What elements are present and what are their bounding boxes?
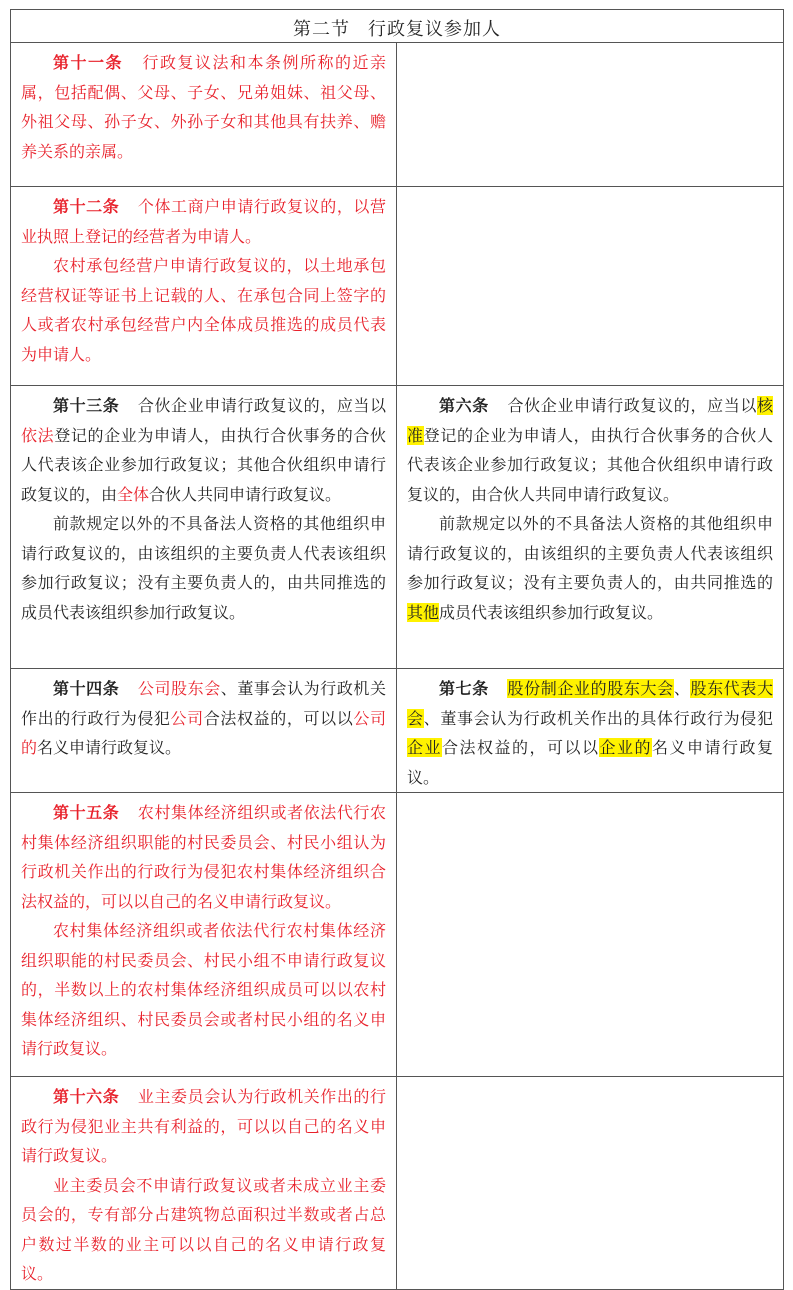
article-paragraph bbox=[21, 192, 386, 251]
old-regulation-cell bbox=[397, 187, 784, 386]
changed-text: 业主委员会不申请行政复议或者未成立业主委员会的，专有部分占建筑物总面积过半数或者占总户数过半数的业主可以以自己的名义申请行政复议。 bbox=[21, 1175, 386, 1283]
highlighted-text: 股东代表大会 bbox=[407, 679, 773, 728]
highlighted-text: 其他 bbox=[407, 602, 440, 622]
article-number: 第六条 bbox=[439, 396, 489, 415]
article-paragraph bbox=[21, 391, 386, 509]
article-number: 第十一条 bbox=[53, 53, 123, 72]
article-paragraph bbox=[21, 48, 386, 166]
new-regulation-cell bbox=[11, 669, 397, 793]
table-row bbox=[11, 43, 784, 187]
article-paragraph bbox=[21, 798, 386, 916]
old-regulation-cell bbox=[397, 669, 784, 793]
article-text: 名义申请行政复议。 bbox=[37, 738, 182, 757]
article-text: 前款规定以外的不具备法人资格的其他组织申请行政复议的，由该组织的主要负责人代表该组织参加行政复议；没有主要负责人的，由共同推选的 bbox=[407, 514, 773, 592]
article-text: 成员代表该组织参加行政复议。 bbox=[439, 602, 664, 622]
article-text: 合伙人共同申请行政复议。 bbox=[149, 484, 342, 504]
highlighted-text: 企业的 bbox=[599, 738, 652, 757]
article-text: 名义申请行政复议。 bbox=[407, 738, 773, 787]
changed-text: 公司的 bbox=[21, 708, 386, 757]
article-text: 登记的企业为申请人，由执行合伙事务的合伙人代表该企业参加行政复议；其他合伙组织申请行政复议的，由 bbox=[21, 425, 386, 504]
new-regulation-cell bbox=[11, 1077, 397, 1290]
table-row bbox=[11, 793, 784, 1077]
article-number: 第十五条 bbox=[53, 803, 120, 822]
article-paragraph bbox=[407, 674, 773, 792]
article-paragraph bbox=[21, 916, 386, 1064]
article-number: 第七条 bbox=[439, 679, 489, 698]
new-regulation-cell bbox=[11, 386, 397, 669]
article-text: 、董事会认为行政机关作出的具体行政行为侵犯 bbox=[423, 708, 773, 728]
table-row bbox=[11, 386, 784, 669]
article-number: 第十三条 bbox=[53, 396, 120, 415]
article-paragraph bbox=[407, 391, 773, 509]
highlighted-text: 股份制企业的股东大会 bbox=[506, 679, 674, 698]
article-number: 第十四条 bbox=[53, 679, 120, 698]
changed-text: 农村集体经济组织或者依法代行农村集体经济组织职能的村民委员会、村民小组认为行政机关作出的行政行为侵犯农村集体经济组织合法权益的，可以以自己的名义申请行政复议。 bbox=[21, 803, 386, 911]
changed-text: 依法 bbox=[21, 425, 55, 445]
article-number: 第十六条 bbox=[53, 1087, 120, 1106]
new-regulation-cell bbox=[11, 187, 397, 386]
highlighted-text: 核准 bbox=[407, 396, 773, 445]
article-paragraph bbox=[21, 1082, 386, 1171]
section-title-text: 行政复议参加人 bbox=[368, 19, 501, 40]
header-row bbox=[11, 10, 784, 43]
old-regulation-cell bbox=[397, 43, 784, 187]
article-text: 合伙企业申请行政复议的，应当以 bbox=[506, 396, 757, 415]
old-regulation-cell bbox=[397, 1077, 784, 1290]
table-row bbox=[11, 669, 784, 793]
section-title-prefix: 第二节 bbox=[293, 19, 350, 40]
table-row bbox=[11, 187, 784, 386]
section-title bbox=[11, 10, 784, 43]
article-text: 、董事会认为行政机关作出的行政行为侵犯 bbox=[21, 679, 386, 728]
changed-text: 全体 bbox=[117, 484, 150, 504]
article-text: 、 bbox=[673, 679, 691, 698]
article-paragraph bbox=[21, 509, 386, 627]
changed-text: 公司股东会 bbox=[137, 679, 221, 698]
article-paragraph bbox=[407, 509, 773, 627]
old-regulation-cell bbox=[397, 793, 784, 1077]
changed-text: 业主委员会认为行政机关作出的行政行为侵犯业主共有利益的，可以以自己的名义申请行政复议。 bbox=[21, 1087, 386, 1165]
article-paragraph bbox=[21, 251, 386, 369]
article-text: 前款规定以外的不具备法人资格的其他组织申请行政复议的，由该组织的主要负责人代表该组织参加行政复议；没有主要负责人的，由共同推选的成员代表该组织参加行政复议。 bbox=[21, 514, 386, 622]
article-text: 合法权益的，可以以 bbox=[442, 738, 600, 757]
highlighted-text: 企业 bbox=[407, 738, 442, 757]
article-paragraph bbox=[21, 1171, 386, 1289]
article-paragraph bbox=[21, 674, 386, 763]
article-text: 登记的企业为申请人，由执行合伙事务的合伙人代表该企业参加行政复议；其他合伙组织申请行政复议的，由合伙人共同申请行政复议。 bbox=[407, 425, 773, 504]
article-number: 第十二条 bbox=[53, 197, 120, 216]
changed-text: 个体工商户申请行政复议的，以营业执照上登记的经营者为申请人。 bbox=[21, 197, 386, 246]
new-regulation-cell bbox=[11, 793, 397, 1077]
changed-text: 行政复议法和本条例所称的近亲属，包括配偶、父母、子女、兄弟姐妹、祖父母、外祖父母、孙子女、外孙子女和其他具有扶养、赡养关系的亲属。 bbox=[21, 53, 386, 161]
changed-text: 农村集体经济组织或者依法代行农村集体经济组织职能的村民委员会、村民小组不申请行政复议的，半数以上的农村集体经济组织成员可以以农村集体经济组织、村民委员会或者村民小组的名义申请行政复议。 bbox=[21, 921, 386, 1058]
changed-text: 公司 bbox=[170, 708, 204, 728]
changed-text: 农村承包经营户申请行政复议的，以土地承包经营权证等证书上记载的人、在承包合同上签字的人或者农村承包经营户内全体成员推选的成员代表为申请人。 bbox=[21, 256, 386, 364]
article-text: 合法权益的，可以以 bbox=[203, 708, 354, 728]
table-row bbox=[11, 1077, 784, 1290]
comparison-table bbox=[10, 9, 784, 1290]
old-regulation-cell bbox=[397, 386, 784, 669]
article-text: 合伙企业申请行政复议的，应当以 bbox=[137, 396, 386, 415]
new-regulation-cell bbox=[11, 43, 397, 187]
